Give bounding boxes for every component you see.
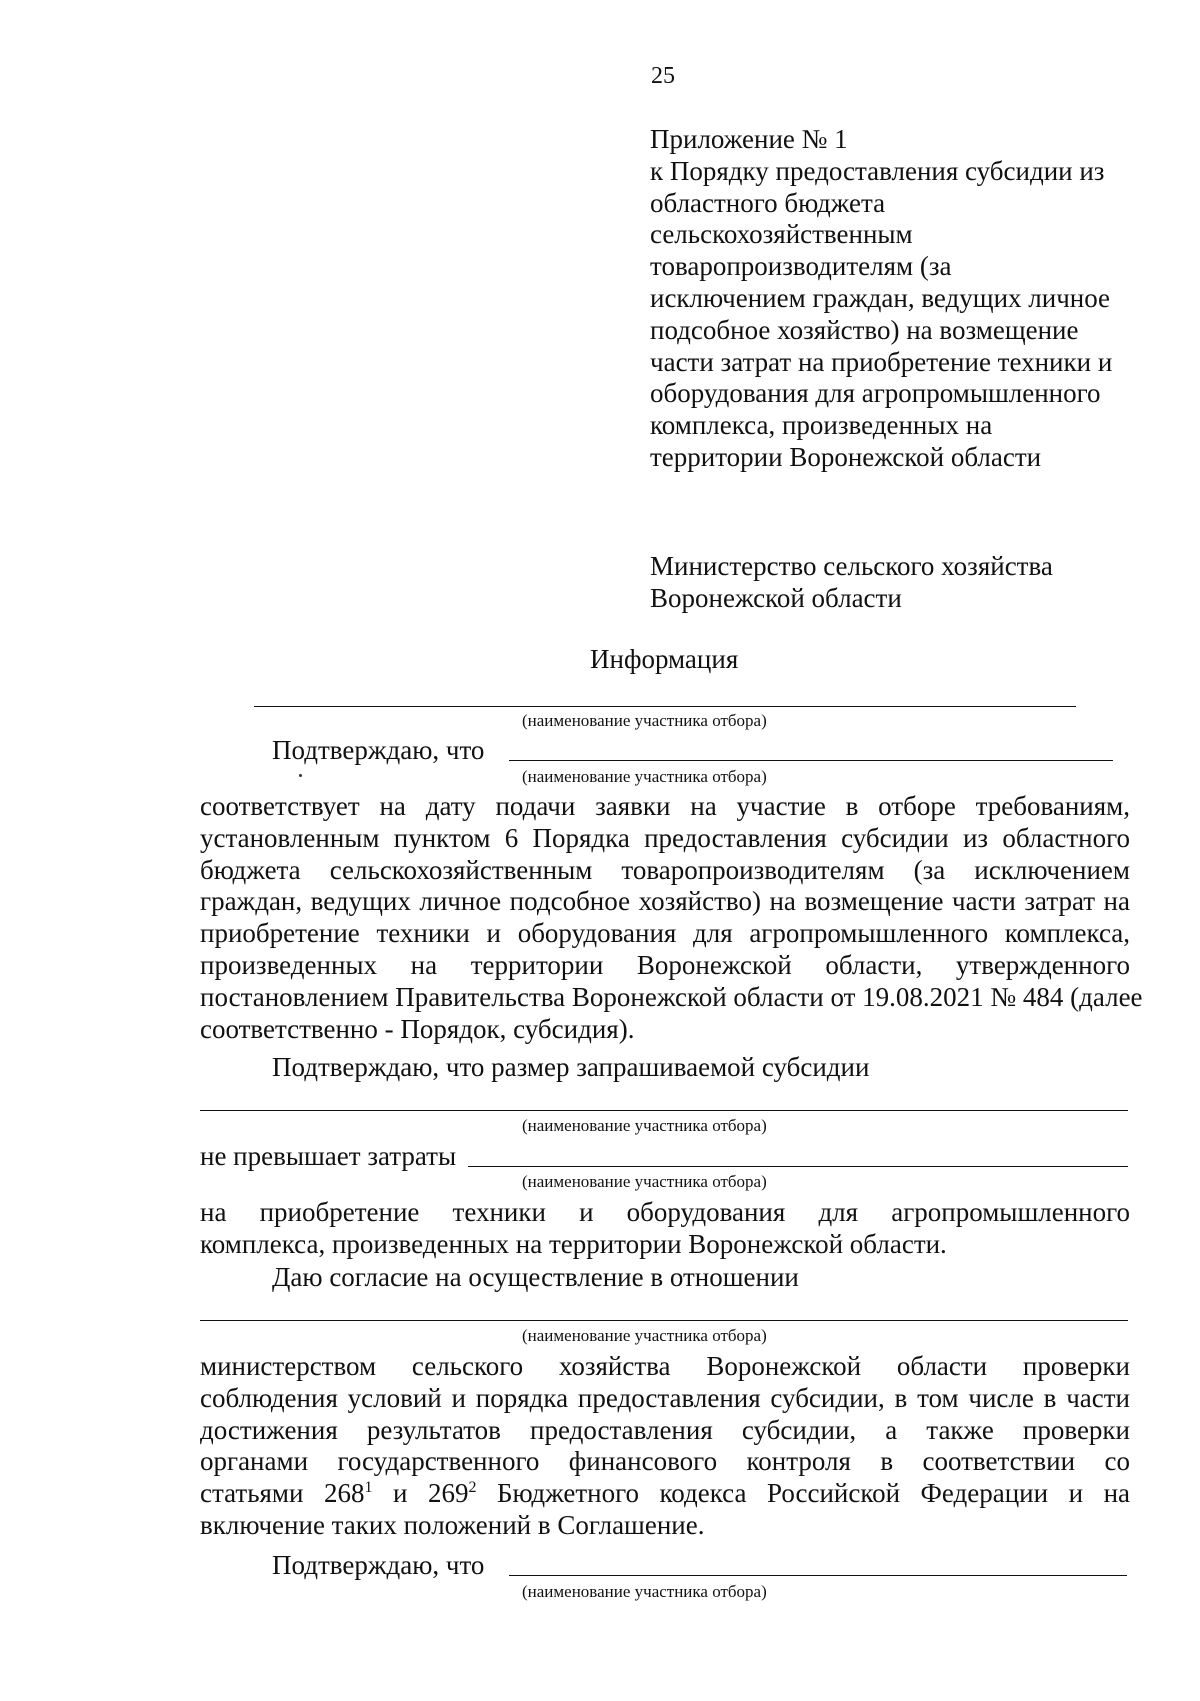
participant-name-line[interactable] <box>254 706 1076 707</box>
text-line: комплекса, произведенных на территории Воронежской области. <box>200 1228 947 1259</box>
text-line: установленным пунктом 6 Порядка предоставления субсидии из областного <box>200 822 1130 853</box>
page-number: 25 <box>651 63 675 89</box>
text-line: соответственно - Порядок, субсидия). <box>200 1013 635 1044</box>
text-fragment: статьями 268 <box>200 1478 365 1509</box>
confirm-label: Подтверждаю, что <box>272 735 485 765</box>
scan-mark <box>299 774 302 777</box>
field-caption: (наименование участника отбора) <box>522 1582 767 1601</box>
field-caption: (наименование участника отбора) <box>522 1116 767 1135</box>
appendix-line: комплекса, произведенных на <box>650 410 993 441</box>
appendix-line: сельскохозяйственным <box>650 219 913 250</box>
participant-name-line[interactable] <box>468 1166 1128 1167</box>
ministry-line: Министерство сельского хозяйства <box>650 551 1053 581</box>
text-fragment: Бюджетного кодекса Российской Федерации и на <box>476 1478 1130 1509</box>
participant-name-line[interactable] <box>200 1320 1128 1321</box>
text-line: произведенных на территории Воронежской области, утвержденного <box>200 949 1130 980</box>
appendix-line: территории Воронежской области <box>650 441 1042 472</box>
ministry-line: Воронежской области <box>650 583 902 613</box>
text-line: включение таких положений в Соглашение. <box>200 1509 705 1540</box>
appendix-line: части затрат на приобретение техники и <box>650 346 1113 377</box>
appendix-line: к Порядку предоставления субсидии из <box>650 155 1105 186</box>
participant-name-line[interactable] <box>509 760 1113 761</box>
superscript: 1 <box>364 1479 373 1497</box>
text-line: соответствует на дату подачи заявки на участие в отборе требованиям, <box>200 791 1130 821</box>
text-line: на приобретение техники и оборудования для агропромышленного <box>200 1197 1130 1227</box>
appendix-line: исключением граждан, ведущих личное <box>650 282 1111 313</box>
text-line: бюджета сельскохозяйственным товаропроизводителям (за исключением <box>200 854 1130 885</box>
appendix-line: областного бюджета <box>650 187 886 218</box>
text-line: министерством сельского хозяйства Воронежской области проверки <box>200 1351 1130 1381</box>
ministry-addressee <box>650 550 1053 614</box>
confirm-amount: Подтверждаю, что размер запрашиваемой субсидии <box>272 1052 870 1082</box>
participant-name-line[interactable] <box>200 1110 1128 1111</box>
appendix-header <box>650 124 1170 474</box>
field-caption: (наименование участника отбора) <box>522 711 767 730</box>
paragraph-requirements <box>200 791 1143 1045</box>
confirm-label: Подтверждаю, что <box>272 1550 485 1580</box>
text-line: органами государственного финансового контроля в соответствии со <box>200 1446 1130 1477</box>
document-title: Информация <box>590 644 739 674</box>
field-caption: (наименование участника отбора) <box>522 1326 767 1345</box>
text-fragment: и 269 <box>372 1478 469 1509</box>
text-line: достижения результатов предоставления субсидии, а также проверки <box>200 1414 1130 1445</box>
text-line: постановлением Правительства Воронежской области от 19.08.2021 № 484 (далее <box>200 981 1143 1012</box>
text-line-with-superscripts <box>200 1478 1130 1510</box>
text-line: граждан, ведущих личное подсобное хозяйство) на возмещение части затрат на <box>200 886 1130 917</box>
participant-name-line[interactable] <box>509 1575 1127 1576</box>
text-line: приобретение техники и оборудования для агропромышленного комплекса, <box>200 918 1130 949</box>
not-exceed-label: не превышает затраты <box>200 1141 457 1171</box>
text-line: соблюдения условий и порядка предоставления субсидии, в том числе в части <box>200 1382 1130 1413</box>
paragraph-costs <box>200 1197 1130 1261</box>
appendix-line: оборудования для агропромышленного <box>650 378 1101 409</box>
superscript: 2 <box>468 1479 477 1497</box>
appendix-line: Приложение № 1 <box>650 124 848 154</box>
field-caption: (наименование участника отбора) <box>522 767 767 786</box>
paragraph-consent <box>200 1351 1130 1542</box>
consent-text: Даю согласие на осуществление в отношении <box>272 1262 799 1292</box>
appendix-line: товаропроизводителям (за <box>650 251 952 282</box>
field-caption: (наименование участника отбора) <box>522 1172 767 1191</box>
appendix-line: подсобное хозяйство) на возмещение <box>650 314 1079 345</box>
